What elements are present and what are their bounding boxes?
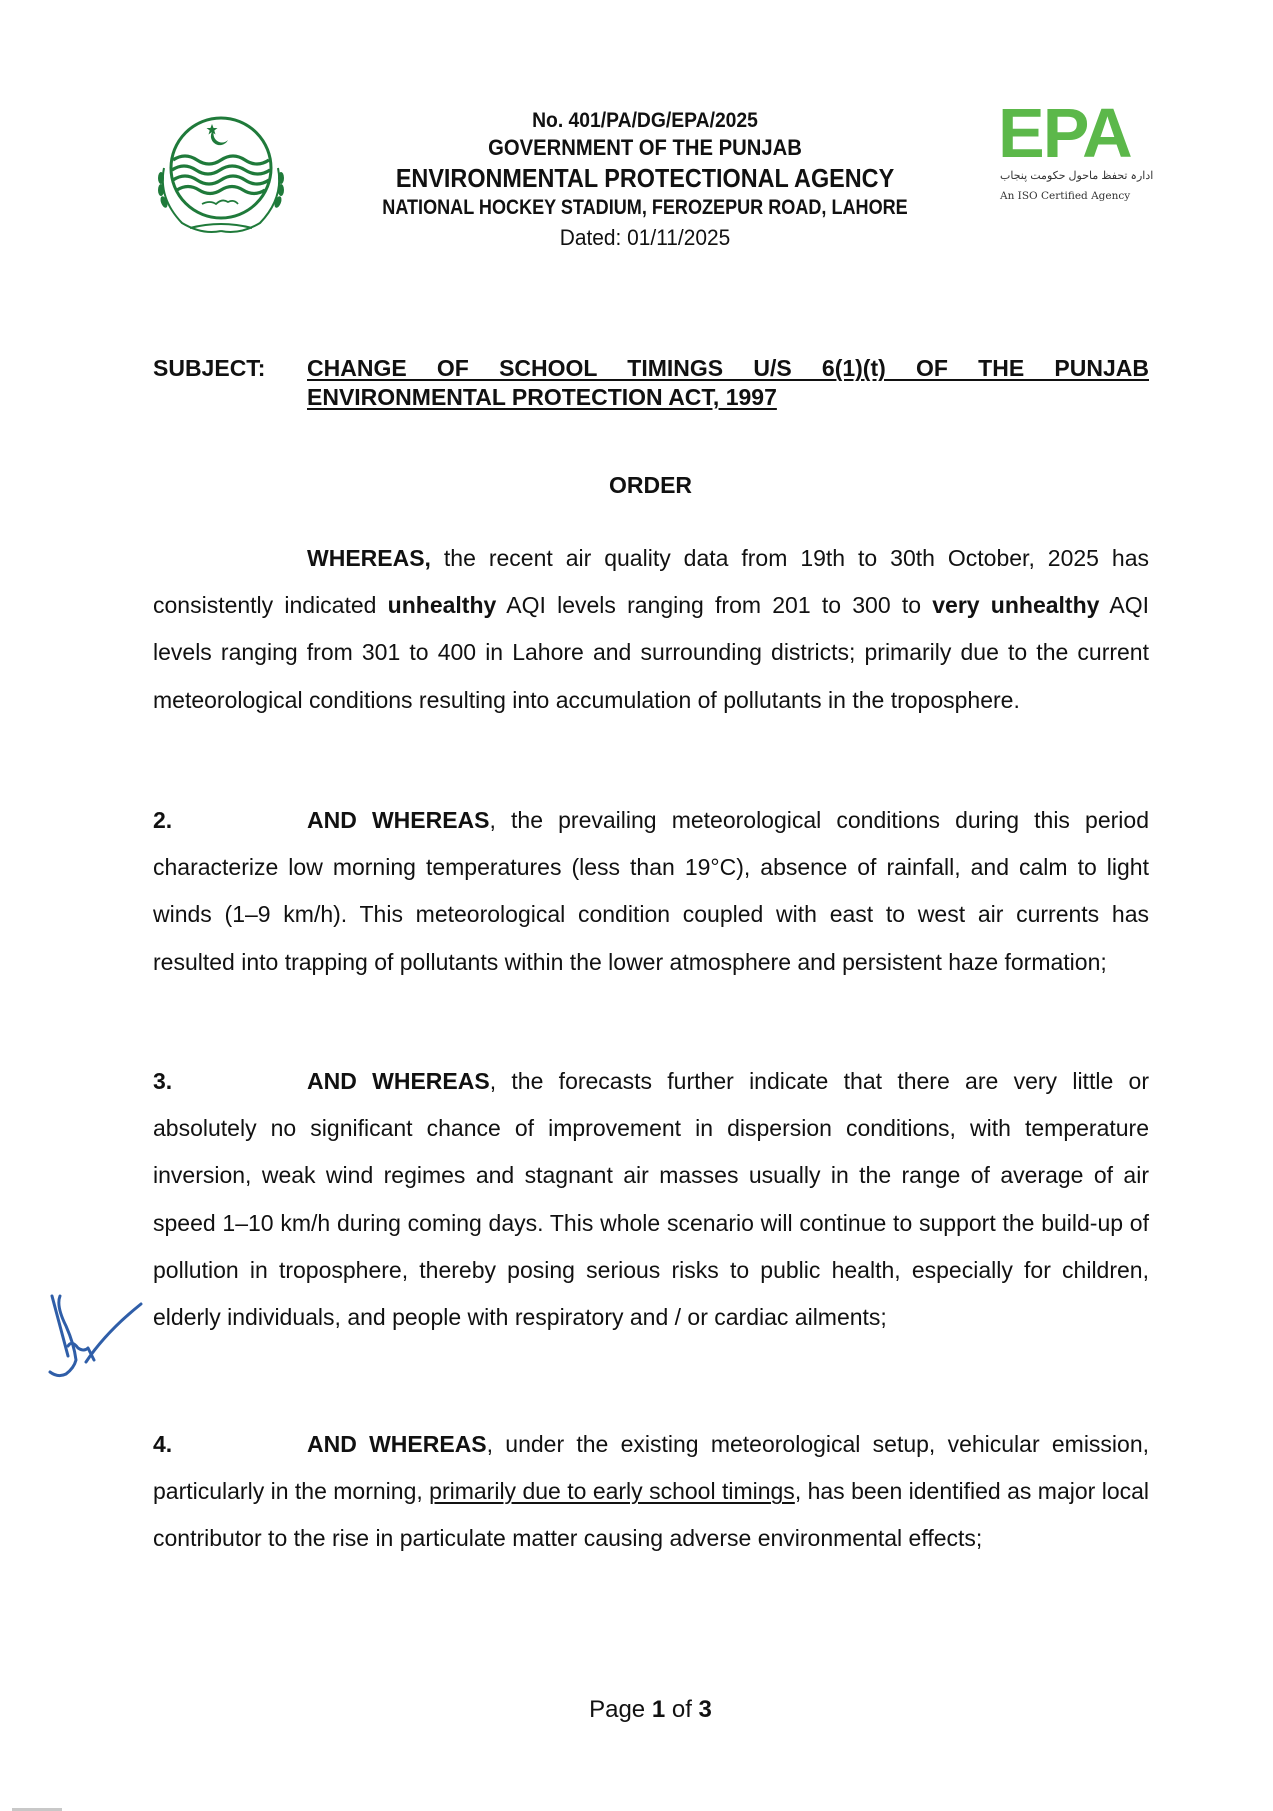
page-word: Page (589, 1696, 652, 1723)
underlined-phrase: primarily due to early school timings (429, 1478, 795, 1505)
subject-label: SUBJECT: (153, 355, 266, 381)
paragraph-text: , has been identified as major local contributor to the rise in particulate matter causing adverse environmental effects; (153, 1478, 1150, 1552)
epa-logo-letters: EPA (998, 94, 1131, 172)
paragraph-3 (153, 1058, 1149, 1341)
paragraph-lead: AND WHEREAS (307, 1068, 490, 1094)
paragraph-number: 4. (153, 1431, 173, 1457)
paragraph-text: AQI levels ranging from 301 to 400 in Lahore and surrounding districts; primarily due to the current meteorological conditions resulting into accumulation of pollutants in the troposphere. (153, 592, 1149, 713)
paragraph-lead: WHEREAS, (307, 545, 431, 571)
current-page: 1 (651, 1696, 666, 1723)
subject-line-2: ENVIRONMENTAL PROTECTION ACT, 1997 (307, 384, 777, 410)
paragraph-4 (153, 1421, 1149, 1563)
paragraph-2 (153, 797, 1149, 986)
subject-text (307, 354, 1149, 412)
subject-line-1: CHANGE OF SCHOOL TIMINGS U/S 6(1)(t) OF THE PUNJAB (307, 355, 1149, 381)
epa-urdu-tagline: ادارہ تحفظ ماحول حکومت پنجاب (1000, 170, 1154, 182)
paragraph-number: 2. (153, 807, 173, 833)
agency-address: NATIONAL HOCKEY STADIUM, FEROZEPUR ROAD, LAHORE (382, 196, 908, 219)
government-name: GOVERNMENT OF THE PUNJAB (488, 135, 802, 160)
agency-name: ENVIRONMENTAL PROTECTIONAL AGENCY (395, 163, 895, 193)
epa-logo (998, 94, 1160, 212)
emphasis-very-unhealthy: very unhealthy (932, 592, 1100, 619)
paragraph-number: 3. (153, 1068, 173, 1094)
page-number (14, 1696, 1273, 1724)
total-pages: 3 (698, 1696, 712, 1723)
order-heading: ORDER (608, 472, 693, 498)
emphasis-unhealthy: unhealthy (387, 592, 497, 619)
document-date: Dated: 01/11/2025 (559, 225, 731, 250)
paragraph-lead: AND WHEREAS (307, 807, 490, 833)
paragraph-text: AQI levels ranging from 201 to 300 to (496, 592, 933, 619)
of-word: of (665, 1696, 699, 1723)
paragraph-1 (153, 535, 1149, 724)
paragraph-text: , the forecasts further indicate that there are very little or absolutely no significant chance of improvement in dispersion conditions, with temperature inversion, weak wind regimes and stagnant air masses usually in the range of average of air speed 1–10 km/h during coming days. This whole scenario will continue to support the build-up of pollution in troposphere, thereby posing serious risks to public health, especially for children, elderly individuals, and people with respiratory and / or cardiac ailments; (153, 1068, 1149, 1331)
paragraph-text: , the prevailing meteorological conditions during this period characterize low morning temperatures (less than 19°C), absence of rainfall, and calm to light winds (1–9 km/h). This meteorological condition coupled with east to west air currents has resulted into trapping of pollutants within the lower atmosphere and persistent haze formation; (153, 807, 1149, 975)
punjab-government-seal-icon (150, 108, 292, 240)
reference-number: No. 401/PA/DG/EPA/2025 (532, 109, 758, 132)
paragraph-text: the recent air quality data from 19th to 30th October, 2025 has consistently indicated (153, 545, 1149, 619)
paragraph-text: , under the existing meteorological setup, vehicular emission, particularly in the morning, (153, 1431, 1150, 1505)
epa-iso-tagline: An ISO Certified Agency (1000, 190, 1131, 202)
signature-initials-icon (46, 1290, 146, 1378)
paragraph-lead: AND WHEREAS (307, 1431, 487, 1457)
